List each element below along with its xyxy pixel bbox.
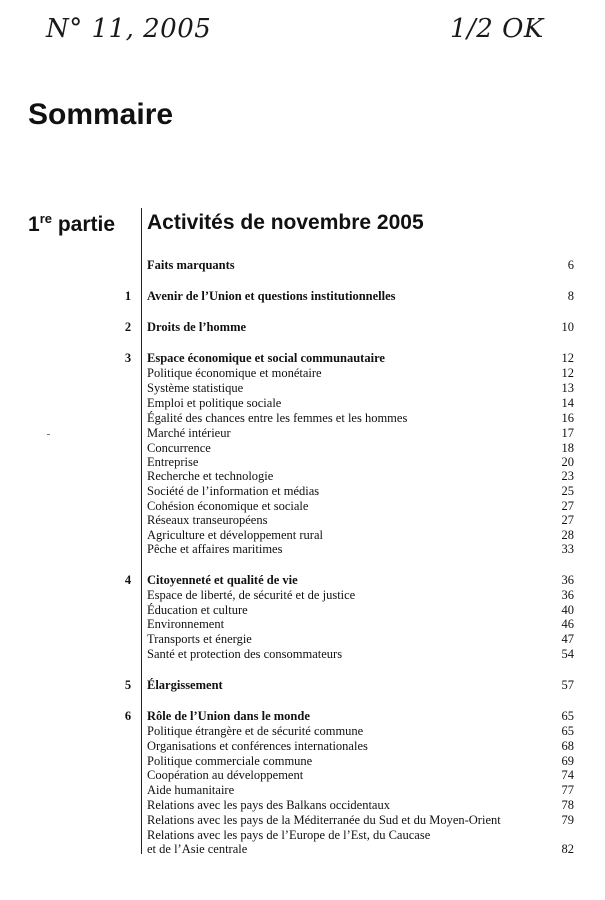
toc-entry: [0, 813, 605, 828]
toc-entry-label: Espace économique et social communautaire: [147, 351, 385, 365]
toc-entry-label: Aide humanitaire: [147, 783, 235, 797]
toc-entry-page: 77: [561, 783, 574, 797]
toc-entry-label: Politique étrangère et de sécurité commune: [147, 724, 364, 738]
toc-entry-label: Agriculture et développement rural: [147, 528, 323, 542]
toc-entry-number: 1: [124, 289, 132, 303]
page-title: Sommaire: [28, 98, 174, 131]
toc-entry-label: Droits de l’homme: [147, 320, 247, 334]
part-ordinal-suffix: re: [39, 211, 52, 226]
toc-entry-page: 12: [561, 351, 574, 365]
toc-entry: [0, 724, 605, 739]
toc-entry-label: Espace de liberté, de sécurité et de justice: [147, 588, 356, 602]
toc-entry: [0, 366, 605, 381]
toc-entry: [0, 739, 605, 754]
toc-entry: [0, 484, 605, 499]
toc-entry-label: Relations avec les pays de la Méditerranée du Sud et du Moyen-Orient: [147, 813, 501, 827]
toc-entry-page: 68: [561, 739, 574, 753]
toc-entry: [0, 573, 605, 588]
toc-entry: [0, 528, 605, 543]
toc-entry: [0, 320, 605, 335]
toc-entry: [0, 647, 605, 662]
toc-entry: [0, 828, 605, 843]
toc-entry-label: Coopération au développement: [147, 768, 304, 782]
toc-entry-page: 40: [561, 603, 574, 617]
toc-entry: [0, 768, 605, 783]
toc-entry-page: 18: [561, 441, 574, 455]
toc-entry: [0, 441, 605, 456]
part-number: 1: [28, 213, 40, 236]
toc-entry-page: 47: [561, 632, 574, 646]
toc-entry-label: Réseaux transeuropéens: [147, 513, 268, 527]
toc-entry-number: 6: [124, 709, 132, 723]
toc-entry: [0, 455, 605, 470]
toc-entry-page: 10: [561, 320, 574, 334]
toc-entry-label: et de l’Asie centrale: [147, 842, 248, 856]
toc-entry-label: Avenir de l’Union et questions institutionnelles: [147, 289, 396, 303]
toc-entry-label: Entreprise: [147, 455, 199, 469]
toc-entry-label: Égalité des chances entre les femmes et les hommes: [147, 411, 408, 425]
toc-entry-page: 65: [561, 724, 574, 738]
toc-entry: [0, 588, 605, 603]
toc-entry-label: Cohésion économique et sociale: [147, 499, 309, 513]
toc-entry-number: 3: [124, 351, 132, 365]
toc-entry-label: Faits marquants: [147, 258, 235, 272]
toc-entry-label: Relations avec les pays des Balkans occidentaux: [147, 798, 390, 812]
toc-entry: [0, 499, 605, 514]
toc-entry: [0, 842, 605, 857]
toc-entry-label: Politique commerciale commune: [147, 754, 313, 768]
toc-entry-page: 28: [561, 528, 574, 542]
handwritten-issue-note: N° 11, 2005: [46, 14, 212, 44]
toc-entry-page: 54: [561, 647, 574, 661]
toc-entry: [0, 258, 605, 273]
toc-entry: [0, 617, 605, 632]
toc-entry-page: 23: [561, 469, 574, 483]
toc-entry-label: Emploi et politique sociale: [147, 396, 282, 410]
toc-entry: [0, 783, 605, 798]
toc-entry-label: Pêche et affaires maritimes: [147, 542, 283, 556]
toc-entry-page: 79: [561, 813, 574, 827]
toc-entry-page: 78: [561, 798, 574, 812]
toc-entry: [0, 351, 605, 366]
toc-entry-page: 8: [567, 289, 574, 303]
toc-entry-label: Organisations et conférences internationales: [147, 739, 368, 753]
toc-entry: [0, 798, 605, 813]
toc-entry-label: Recherche et technologie: [147, 469, 274, 483]
toc-entry: [0, 469, 605, 484]
toc-entry-label: Relations avec les pays de l’Europe de l’Est, du Caucase: [147, 828, 431, 842]
toc-entry-label: Politique économique et monétaire: [147, 366, 322, 380]
toc-entry-page: 25: [561, 484, 574, 498]
part-word: partie: [57, 213, 116, 236]
toc-entry: [0, 426, 605, 441]
toc-entry: [0, 381, 605, 396]
toc-entry-label: Rôle de l’Union dans le monde: [147, 709, 310, 723]
toc-entry-page: 6: [567, 258, 574, 272]
toc-entry: [0, 754, 605, 769]
toc-entry-number: 4: [124, 573, 132, 587]
toc-entry-label: Concurrence: [147, 441, 211, 455]
toc-entry-label: Éducation et culture: [147, 603, 248, 617]
toc-entry-label: Marché intérieur: [147, 426, 231, 440]
handwritten-check-note: 1/2 OK: [450, 14, 544, 44]
toc-entry-page: 27: [561, 499, 574, 513]
toc-entry: [0, 542, 605, 557]
toc-entry-label: Transports et énergie: [147, 632, 252, 646]
toc-entry-label: Société de l’information et médias: [147, 484, 320, 498]
toc-entry-page: 14: [561, 396, 574, 410]
toc-entry-page: 20: [561, 455, 574, 469]
toc-entry-page: 36: [561, 573, 574, 587]
toc-entry-page: 74: [561, 768, 574, 782]
toc-entry: [0, 632, 605, 647]
toc-entry-page: 65: [561, 709, 574, 723]
toc-entry-page: 27: [561, 513, 574, 527]
toc-entry-number: 5: [124, 678, 132, 692]
toc-entry-page: 17: [561, 426, 574, 440]
section-heading: Activités de novembre 2005: [147, 211, 424, 234]
toc-entry: [0, 411, 605, 426]
toc-entry-label: Citoyenneté et qualité de vie: [147, 573, 298, 587]
toc-entry-label: Système statistique: [147, 381, 244, 395]
toc-entry: [0, 396, 605, 411]
toc-entry-number: 2: [124, 320, 132, 334]
toc-entry-page: 82: [561, 842, 574, 856]
toc-entry: [0, 513, 605, 528]
toc-entry: [0, 289, 605, 304]
part-label: [28, 211, 115, 237]
toc-entry: [0, 709, 605, 724]
toc-entry-label: Élargissement: [147, 678, 223, 692]
toc-entry-page: 46: [561, 617, 574, 631]
toc-entry: [0, 678, 605, 693]
toc-entry-page: 36: [561, 588, 574, 602]
toc-entry: [0, 603, 605, 618]
toc-entry-page: 13: [561, 381, 574, 395]
toc-entry-page: 57: [561, 678, 574, 692]
toc-entry-label: Santé et protection des consommateurs: [147, 647, 343, 661]
toc-entry-label: Environnement: [147, 617, 225, 631]
toc-entry-page: 33: [561, 542, 574, 556]
toc-entry-page: 69: [561, 754, 574, 768]
toc-entry-page: 16: [561, 411, 574, 425]
toc-entry-page: 12: [561, 366, 574, 380]
